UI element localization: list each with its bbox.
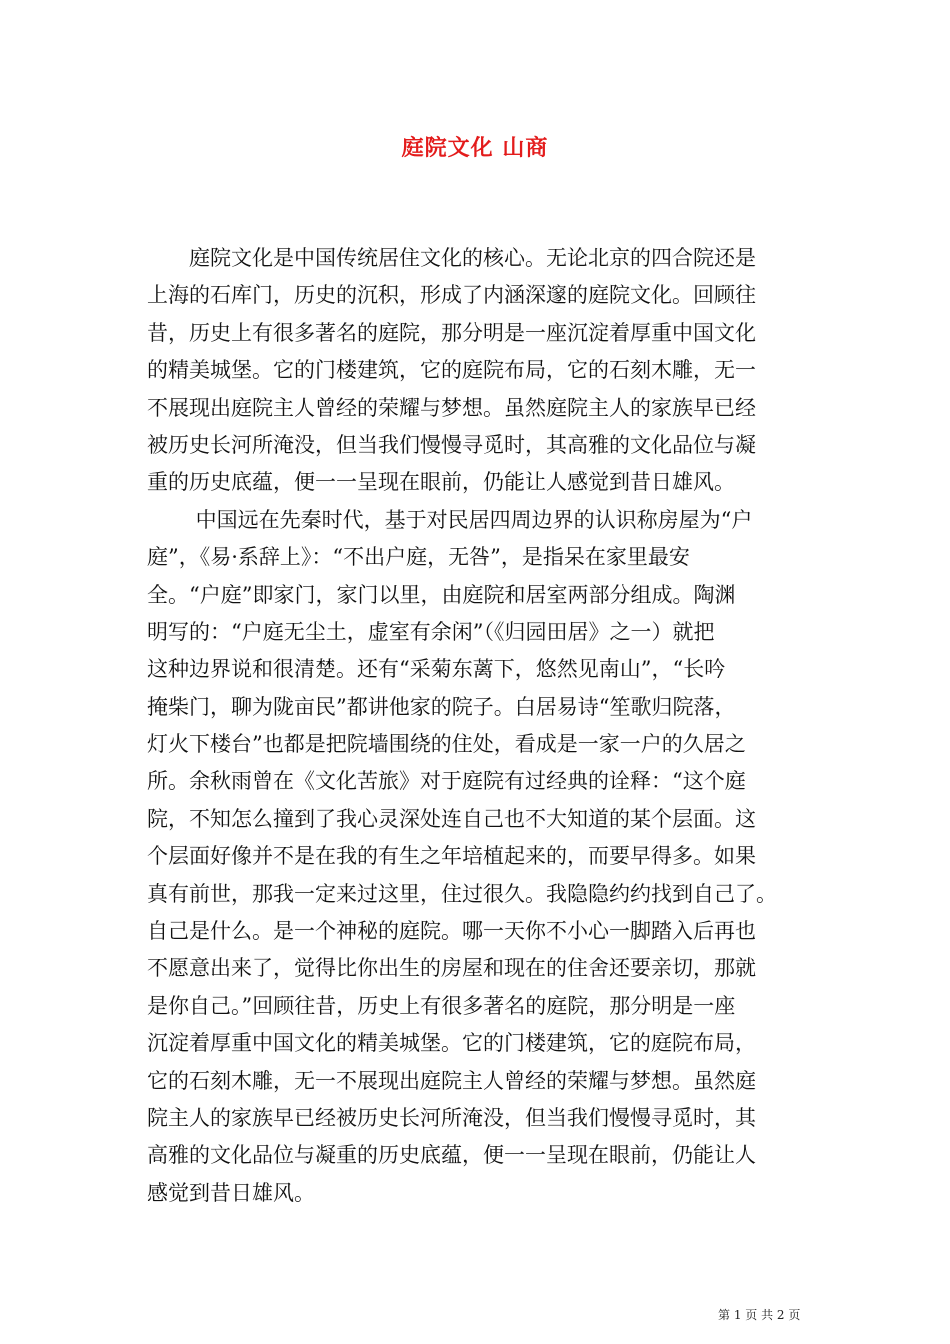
- text-line: 中国远在先秦时代，基于对民居四周边界的认识称房屋为“户: [147, 507, 753, 532]
- text-line: 高雅的文化品位与凝重的历史底蕴，便一一呈现在眼前，仍能让人: [147, 1143, 756, 1168]
- text-line: 被历史长河所淹没，但当我们慢慢寻觅时，其高雅的文化品位与凝: [147, 432, 756, 457]
- text-line: 它的石刻木雕，无一不展现出庭院主人曾经的荣耀与梦想。虽然庭: [147, 1068, 756, 1093]
- text-line: 个层面好像并不是在我的有生之年培植起来的，而要早得多。如果: [147, 844, 756, 869]
- text-line: 沉淀着厚重中国文化的精美城堡。它的门楼建筑，它的庭院布局，: [147, 1031, 756, 1056]
- text-line: 明写的：“户庭无尘土，虚室有余闲”（《归园田居》之一）就把: [147, 619, 715, 644]
- text-line: 重的历史底蕴，便一一呈现在眼前，仍能让人感觉到昔日雄风。: [147, 470, 735, 495]
- text-line: 灯火下楼台”也都是把院墙围绕的住处，看成是一家一户的久居之: [147, 732, 746, 757]
- text-line: 庭”，《易·系辞上》：“不出户庭，无咎”，是指呆在家里最安: [147, 545, 690, 570]
- page-footer: 第 1 页 共 2 页: [718, 1308, 801, 1322]
- text-line: 不展现出庭院主人曾经的荣耀与梦想。虽然庭院主人的家族早已经: [147, 395, 756, 420]
- text-line: 自己是什么。是一个神秘的庭院。哪一天你不小心一脚踏入后再也: [147, 919, 756, 944]
- text-line: 掩柴门，聊为陇亩民”都讲他家的院子。白居易诗“笙歌归院落，: [147, 694, 736, 719]
- document-body: [147, 240, 807, 1212]
- text-line: 不愿意出来了，觉得比你出生的房屋和现在的住舍还要亲切，那就: [147, 956, 756, 981]
- text-line: 庭院文化是中国传统居住文化的核心。无论北京的四合院还是: [147, 246, 756, 270]
- text-line: 所。余秋雨曾在《文化苦旅》对于庭院有过经典的诠释：“这个庭: [147, 769, 746, 794]
- text-line: 的精美城堡。它的门楼建筑，它的庭院布局，它的石刻木雕，无一: [147, 358, 756, 383]
- text-line: 全。“户庭”即家门，家门以里，由庭院和居室两部分组成。陶渊: [147, 582, 736, 607]
- text-line: 感觉到昔日雄风。: [147, 1180, 315, 1205]
- text-line: 院，不知怎么撞到了我心灵深处连自己也不大知道的某个层面。这: [147, 806, 756, 831]
- document-title: 庭院文化 山商: [401, 135, 549, 161]
- text-line: 这种边界说和很清楚。还有“采菊东蓠下，悠然见南山”，“长吟: [147, 657, 726, 682]
- text-line: 昔，历史上有很多著名的庭院，那分明是一座沉淀着厚重中国文化: [147, 320, 756, 345]
- text-line: 院主人的家族早已经被历史长河所淹没，但当我们慢慢寻觅时，其: [147, 1105, 756, 1130]
- text-line: 真有前世，那我一定来过这里，住过很久。我隐隐约约找到自己了。: [147, 881, 777, 906]
- text-line: 是你自己。”回顾往昔，历史上有很多著名的庭院，那分明是一座: [147, 993, 736, 1018]
- text-line: 上海的石库门，历史的沉积，形成了内涵深邃的庭院文化。回顾往: [147, 283, 756, 308]
